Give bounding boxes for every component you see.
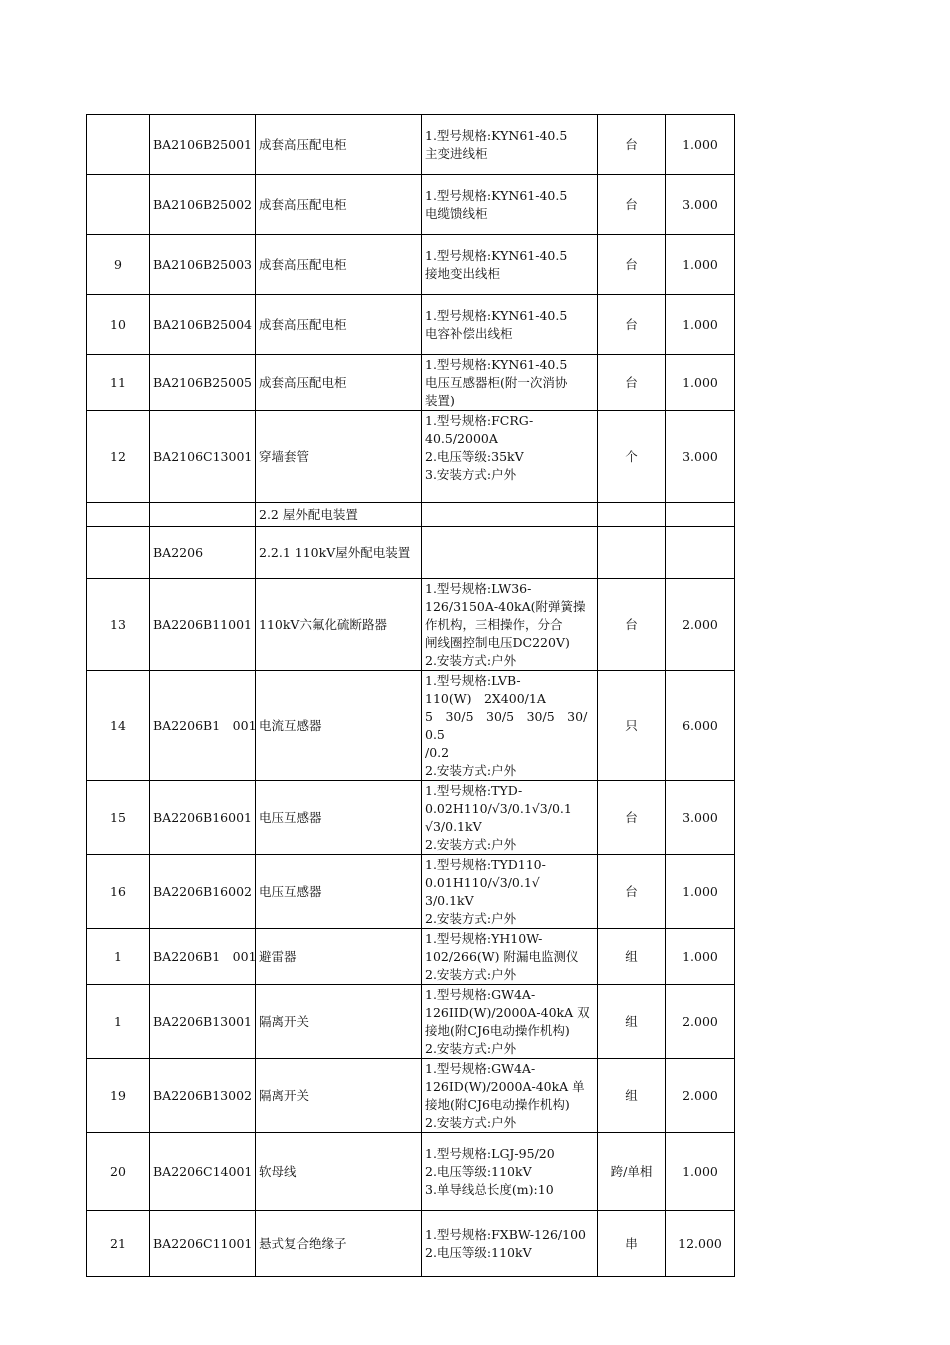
table-row [87,671,735,781]
row-number-cell[interactable]: 19 [87,1059,150,1133]
item-code-cell[interactable]: BA2106B25003 [150,235,256,295]
row-number-cell[interactable]: 16 [87,855,150,929]
item-description-cell[interactable] [422,1133,598,1211]
row-number-cell[interactable] [87,175,150,235]
quantity-cell[interactable]: 1.000 [666,115,735,175]
item-description-cell[interactable] [422,781,598,855]
item-code-cell[interactable] [150,503,256,527]
quantity-cell[interactable]: 2.000 [666,1059,735,1133]
row-number-cell[interactable]: 20 [87,1133,150,1211]
description-line: 1.型号规格:KYN61-40.5 [425,357,568,372]
unit-cell[interactable]: 台 [598,115,666,175]
description-line: 2.安装方式:户外 [425,911,517,926]
description-line: 1.型号规格:TYD110- [425,857,546,872]
table-row [87,929,735,985]
quantity-cell[interactable]: 1.000 [666,929,735,985]
table-row [87,503,735,527]
description-line: 1.型号规格:YH10W- [425,931,543,946]
item-description-cell[interactable] [422,1211,598,1277]
item-code-cell[interactable]: BA2106C13001 [150,411,256,503]
quantity-cell[interactable]: 1.000 [666,355,735,411]
item-description-cell[interactable] [422,115,598,175]
item-name-cell[interactable]: 2.2 屋外配电装置 [256,503,422,527]
description-line: 1.型号规格:KYN61-40.5 [425,128,568,143]
table-row [87,411,735,503]
item-description-cell[interactable] [422,985,598,1059]
item-name-cell[interactable]: 悬式复合绝缘子 [256,1211,422,1277]
item-description-cell[interactable] [422,295,598,355]
item-name-cell[interactable]: 成套高压配电柜 [256,235,422,295]
row-number-cell[interactable]: 12 [87,411,150,503]
description-line: 接地变出线柜 [425,266,501,281]
spreadsheet-area [86,114,734,1260]
table-row [87,115,735,175]
quantity-cell[interactable]: 2.000 [666,579,735,671]
description-line: 2.安装方式:户外 [425,653,517,668]
description-line: 接地(附CJ6电动操作机构) [425,1023,570,1038]
description-line: /0.2 [425,745,450,760]
quantity-cell[interactable]: 1.000 [666,235,735,295]
unit-cell[interactable]: 台 [598,855,666,929]
item-code-cell[interactable]: BA2106B25005 [150,355,256,411]
item-code-cell[interactable]: BA2106B25002 [150,175,256,235]
table-row [87,527,735,579]
description-line: 闸线圈控制电压DC220V) [425,635,570,650]
table-row [87,781,735,855]
item-code-cell[interactable]: BA2106B25004 [150,295,256,355]
unit-cell[interactable]: 组 [598,929,666,985]
unit-cell[interactable]: 台 [598,235,666,295]
description-line: 1.型号规格:KYN61-40.5 [425,188,568,203]
item-name-cell[interactable]: 隔离开关 [256,985,422,1059]
description-line: 5 30/5 30/5 30/5 30/0.5 [425,709,588,742]
description-line: 1.型号规格:FCRG- [425,413,534,428]
table-row [87,295,735,355]
description-line: 126IID(W)/2000A-40kA 双 [425,1005,590,1020]
description-line: 主变进线柜 [425,146,488,161]
item-name-cell[interactable]: 电压互感器 [256,781,422,855]
description-line: 电缆馈线柜 [425,206,488,221]
unit-cell[interactable] [598,503,666,527]
item-code-cell[interactable]: BA2206C11001 [150,1211,256,1277]
description-line: 1.型号规格:KYN61-40.5 [425,308,568,323]
description-line: 0.01H110/√3/0.1√ [425,875,540,890]
item-code-cell[interactable]: BA2106B25001 [150,115,256,175]
description-line: 装置) [425,393,455,408]
description-line: 3/0.1kV [425,893,474,908]
row-number-cell[interactable]: 21 [87,1211,150,1277]
row-number-cell[interactable] [87,115,150,175]
row-number-cell[interactable]: 10 [87,295,150,355]
row-number-cell[interactable]: 15 [87,781,150,855]
unit-cell[interactable]: 组 [598,1059,666,1133]
quantity-cell[interactable]: 1.000 [666,295,735,355]
item-description-cell[interactable] [422,527,598,579]
item-description-cell[interactable] [422,503,598,527]
table-row [87,235,735,295]
item-name-cell[interactable]: 成套高压配电柜 [256,295,422,355]
description-line: 2.安装方式:户外 [425,763,517,778]
description-line: 1.型号规格:KYN61-40.5 [425,248,568,263]
quantity-cell[interactable]: 3.000 [666,175,735,235]
bill-of-quantities-table [86,114,735,1277]
table-row [87,985,735,1059]
item-name-cell[interactable]: 电流互感器 [256,671,422,781]
description-line: 1.型号规格:GW4A- [425,987,536,1002]
item-description-cell[interactable] [422,235,598,295]
item-name-cell[interactable]: 2.2.1 110kV屋外配电装置 [256,527,422,579]
description-line: 作机构，三相操作，分合 [425,617,563,632]
item-description-cell[interactable] [422,929,598,985]
description-line: 电压互感器柜(附一次消协 [425,375,568,390]
item-name-cell[interactable]: 隔离开关 [256,1059,422,1133]
quantity-cell[interactable]: 2.000 [666,985,735,1059]
description-line: 102/266(W) 附漏电监测仪 [425,949,579,964]
description-line: 40.5/2000A [425,431,498,446]
description-line: 1.型号规格:LVB- [425,673,521,688]
description-line: √3/0.1kV [425,819,482,834]
quantity-cell[interactable]: 3.000 [666,781,735,855]
unit-cell[interactable] [598,527,666,579]
unit-cell[interactable]: 台 [598,175,666,235]
row-number-cell[interactable]: 9 [87,235,150,295]
quantity-cell[interactable] [666,503,735,527]
row-number-cell[interactable]: 14 [87,671,150,781]
unit-cell[interactable]: 只 [598,671,666,781]
item-name-cell[interactable]: 成套高压配电柜 [256,355,422,411]
quantity-cell[interactable]: 3.000 [666,411,735,503]
quantity-cell[interactable]: 1.000 [666,855,735,929]
quantity-cell[interactable] [666,527,735,579]
description-line: 2.安装方式:户外 [425,1115,517,1130]
table-row [87,355,735,411]
description-line: 3.单导线总长度(m):10 [425,1182,554,1197]
item-description-cell[interactable] [422,355,598,411]
item-code-cell[interactable]: BA2206B1 001 [150,671,256,781]
description-line: 1.型号规格:FXBW-126/100 [425,1227,586,1242]
item-code-cell[interactable]: BA2206B13001 [150,985,256,1059]
row-number-cell[interactable]: 11 [87,355,150,411]
item-name-cell[interactable]: 成套高压配电柜 [256,175,422,235]
unit-cell[interactable]: 组 [598,985,666,1059]
item-description-cell[interactable] [422,579,598,671]
description-line: 126/3150A-40kA(附弹簧操 [425,599,586,614]
item-name-cell[interactable]: 避雷器 [256,929,422,985]
description-line: 1.型号规格:TYD- [425,783,523,798]
table-row [87,1133,735,1211]
row-number-cell[interactable] [87,503,150,527]
unit-cell[interactable]: 台 [598,295,666,355]
description-line: 2.电压等级:35kV [425,449,524,464]
row-number-cell[interactable]: 1 [87,985,150,1059]
quantity-cell[interactable]: 12.000 [666,1211,735,1277]
description-line: 0.02H110/√3/0.1√3/0.1 [425,801,572,816]
description-line: 2.安装方式:户外 [425,967,517,982]
item-description-cell[interactable] [422,671,598,781]
quantity-cell[interactable]: 1.000 [666,1133,735,1211]
unit-cell[interactable]: 跨/单相 [598,1133,666,1211]
item-description-cell[interactable] [422,1059,598,1133]
item-description-cell[interactable] [422,411,598,503]
unit-cell[interactable]: 台 [598,579,666,671]
description-line: 2.电压等级:110kV [425,1245,532,1260]
description-line: 电容补偿出线柜 [425,326,513,341]
table-body [87,115,735,1277]
table-row [87,855,735,929]
item-code-cell[interactable]: BA2206C14001 [150,1133,256,1211]
item-name-cell[interactable]: 软母线 [256,1133,422,1211]
row-number-cell[interactable]: 1 [87,929,150,985]
item-name-cell[interactable]: 穿墙套管 [256,411,422,503]
item-description-cell[interactable] [422,855,598,929]
unit-cell[interactable]: 台 [598,355,666,411]
item-code-cell[interactable]: BA2206B16001 [150,781,256,855]
item-code-cell[interactable]: BA2206B1 001 [150,929,256,985]
item-code-cell[interactable]: BA2206B13002 [150,1059,256,1133]
row-number-cell[interactable]: 13 [87,579,150,671]
item-code-cell[interactable]: BA2206B11001 [150,579,256,671]
description-line: 126ID(W)/2000A-40kA 单 [425,1079,585,1094]
description-line: 接地(附CJ6电动操作机构) [425,1097,570,1112]
quantity-cell[interactable]: 6.000 [666,671,735,781]
table-row [87,1211,735,1277]
description-line: 1.型号规格:GW4A- [425,1061,536,1076]
description-line: 1.型号规格:LGJ-95/20 [425,1146,555,1161]
item-code-cell[interactable]: BA2206B16002 [150,855,256,929]
table-row [87,175,735,235]
description-line: 2.电压等级:110kV [425,1164,532,1179]
description-line: 2.安装方式:户外 [425,837,517,852]
description-line: 2.安装方式:户外 [425,1041,517,1056]
table-row [87,579,735,671]
unit-cell[interactable]: 台 [598,781,666,855]
description-line: 110(W) 2X400/1A [425,691,546,706]
row-number-cell[interactable] [87,527,150,579]
item-name-cell[interactable]: 成套高压配电柜 [256,115,422,175]
description-line: 3.安装方式:户外 [425,467,517,482]
item-description-cell[interactable] [422,175,598,235]
unit-cell[interactable]: 个 [598,411,666,503]
item-name-cell[interactable]: 电压互感器 [256,855,422,929]
table-row [87,1059,735,1133]
description-line: 1.型号规格:LW36- [425,581,532,596]
item-name-cell[interactable]: 110kV六氟化硫断路器 [256,579,422,671]
unit-cell[interactable]: 串 [598,1211,666,1277]
item-code-cell[interactable]: BA2206 [150,527,256,579]
